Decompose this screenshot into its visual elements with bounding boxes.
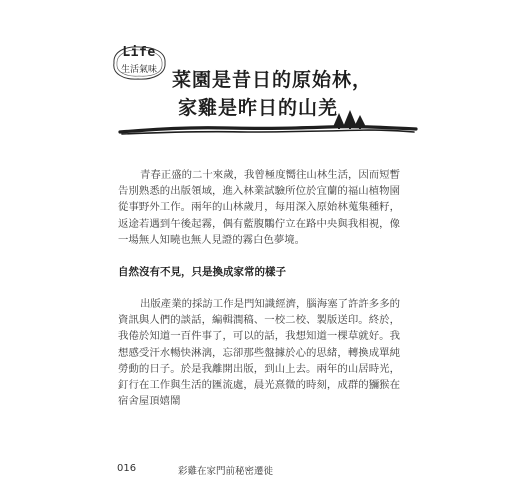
badge-chinese-text: 生活氣味 bbox=[120, 65, 157, 75]
paragraph-2 bbox=[118, 296, 400, 409]
paragraph-1 bbox=[118, 167, 400, 248]
pine-tree-icon bbox=[354, 115, 366, 129]
ground-line-illustration bbox=[118, 110, 418, 140]
paragraph-2-text: 出版產業的採訪工作是門知識經濟，腦海塞了許許多多的資訊與人們的談話，編輯潤稿、一校二校、製版送印。終於，我倦於知道一百件事了，可以的話，我想知道一棵草就好。我想感受汗水暢快淋漓，忘卻那些盤據於心的思緒，轉換成單純勞動的日子。於是我離開出版，到山上去。兩年的山居時光，釘行在工作與生活的匯流處，晨光熹微的時刻，成群的獼猴在宿舍屋頂嬉鬧 bbox=[118, 298, 400, 408]
paragraph-1-text: 青春正盛的二十來歲，我曾極度嚮往山林生活，因而短暫告別熟悉的出版領域，進入林業試驗所位於宜蘭的福山植物園從事野外工作。兩年的山林歲月，每用深入原始林蒐集種籽，返途若遇到午後起霧，偶有藍腹鷴佇立在路中央與我相視，像一場無人知曉也無人見證的霧白色夢境。 bbox=[118, 169, 400, 246]
title-line-2: 家雞是昨日的山羌 bbox=[178, 97, 339, 119]
page-number: 016 bbox=[117, 463, 137, 474]
life-badge bbox=[112, 43, 166, 79]
running-book-title: 彩雞在家門前秘密遷徙 bbox=[178, 466, 274, 477]
badge-english-text: Life bbox=[122, 45, 156, 60]
section-heading: 自然沒有不見，只是換成家常的樣子 bbox=[118, 266, 286, 278]
title-line-1: 菜園是昔日的原始林， bbox=[172, 69, 373, 91]
